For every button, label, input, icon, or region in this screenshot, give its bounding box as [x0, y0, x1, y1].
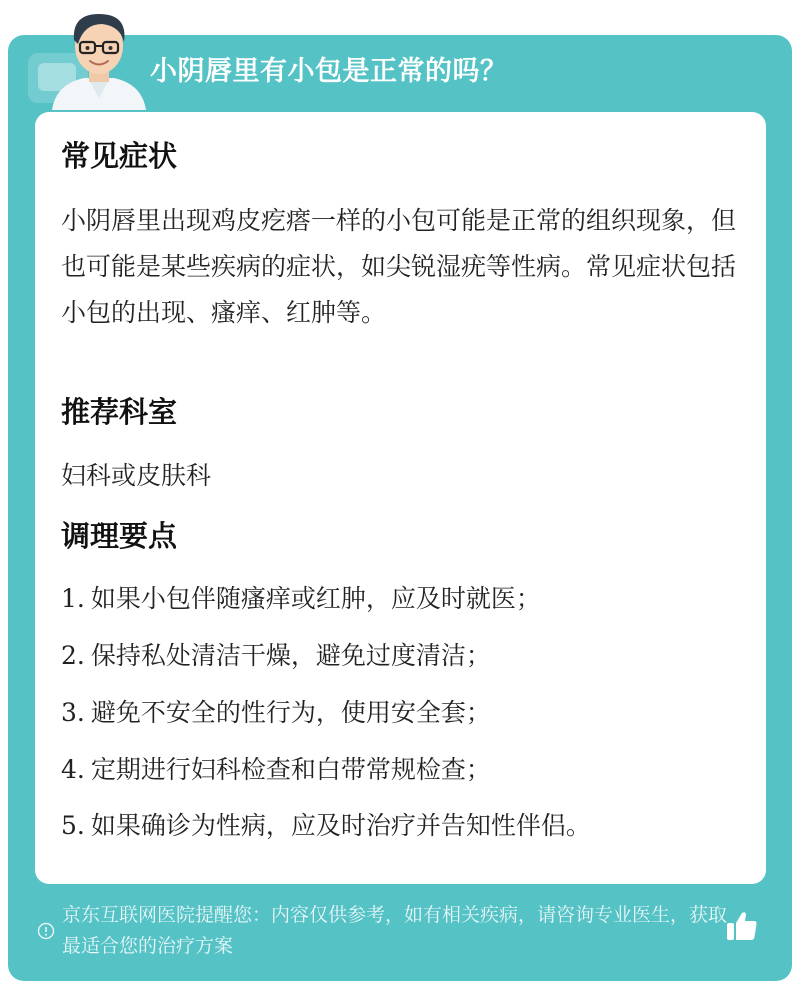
list-item: 4. 定期进行妇科检查和白带常规检查；: [61, 755, 491, 784]
thumbs-up-icon[interactable]: [724, 908, 760, 944]
list-item: 5. 如果确诊为性病，应及时治疗并告知性伴侣。: [61, 811, 591, 840]
symptoms-text: 小阴唇里出现鸡皮疙瘩一样的小包可能是正常的组织现象，但也可能是某些疾病的症状，如尖锐湿疣等性病。常见症状包括小包的出现、瘙痒、红肿等。: [61, 206, 737, 327]
section-title-symptoms: 常见症状: [61, 139, 178, 173]
list-item: 3. 避免不安全的性行为，使用安全套；: [61, 698, 491, 727]
info-icon: [37, 922, 55, 940]
list-item: 2. 保持私处清洁干燥，避免过度清洁；: [61, 641, 491, 670]
doctor-avatar-icon: [44, 6, 154, 110]
list-item: 1. 如果小包伴随瘙痒或红肿，应及时就医；: [61, 584, 541, 613]
content-card: [35, 112, 766, 884]
section-title-department: 推荐科室: [61, 395, 178, 429]
disclaimer-text: 京东互联网医院提醒您：内容仅供参考，如有相关疾病，请咨询专业医生，获取最适合您的治疗方案: [62, 904, 728, 957]
section-title-care: 调理要点: [61, 519, 178, 553]
page-title: 小阴唇里有小包是正常的吗？: [150, 56, 508, 87]
department-text: 妇科或皮肤科: [61, 461, 212, 490]
